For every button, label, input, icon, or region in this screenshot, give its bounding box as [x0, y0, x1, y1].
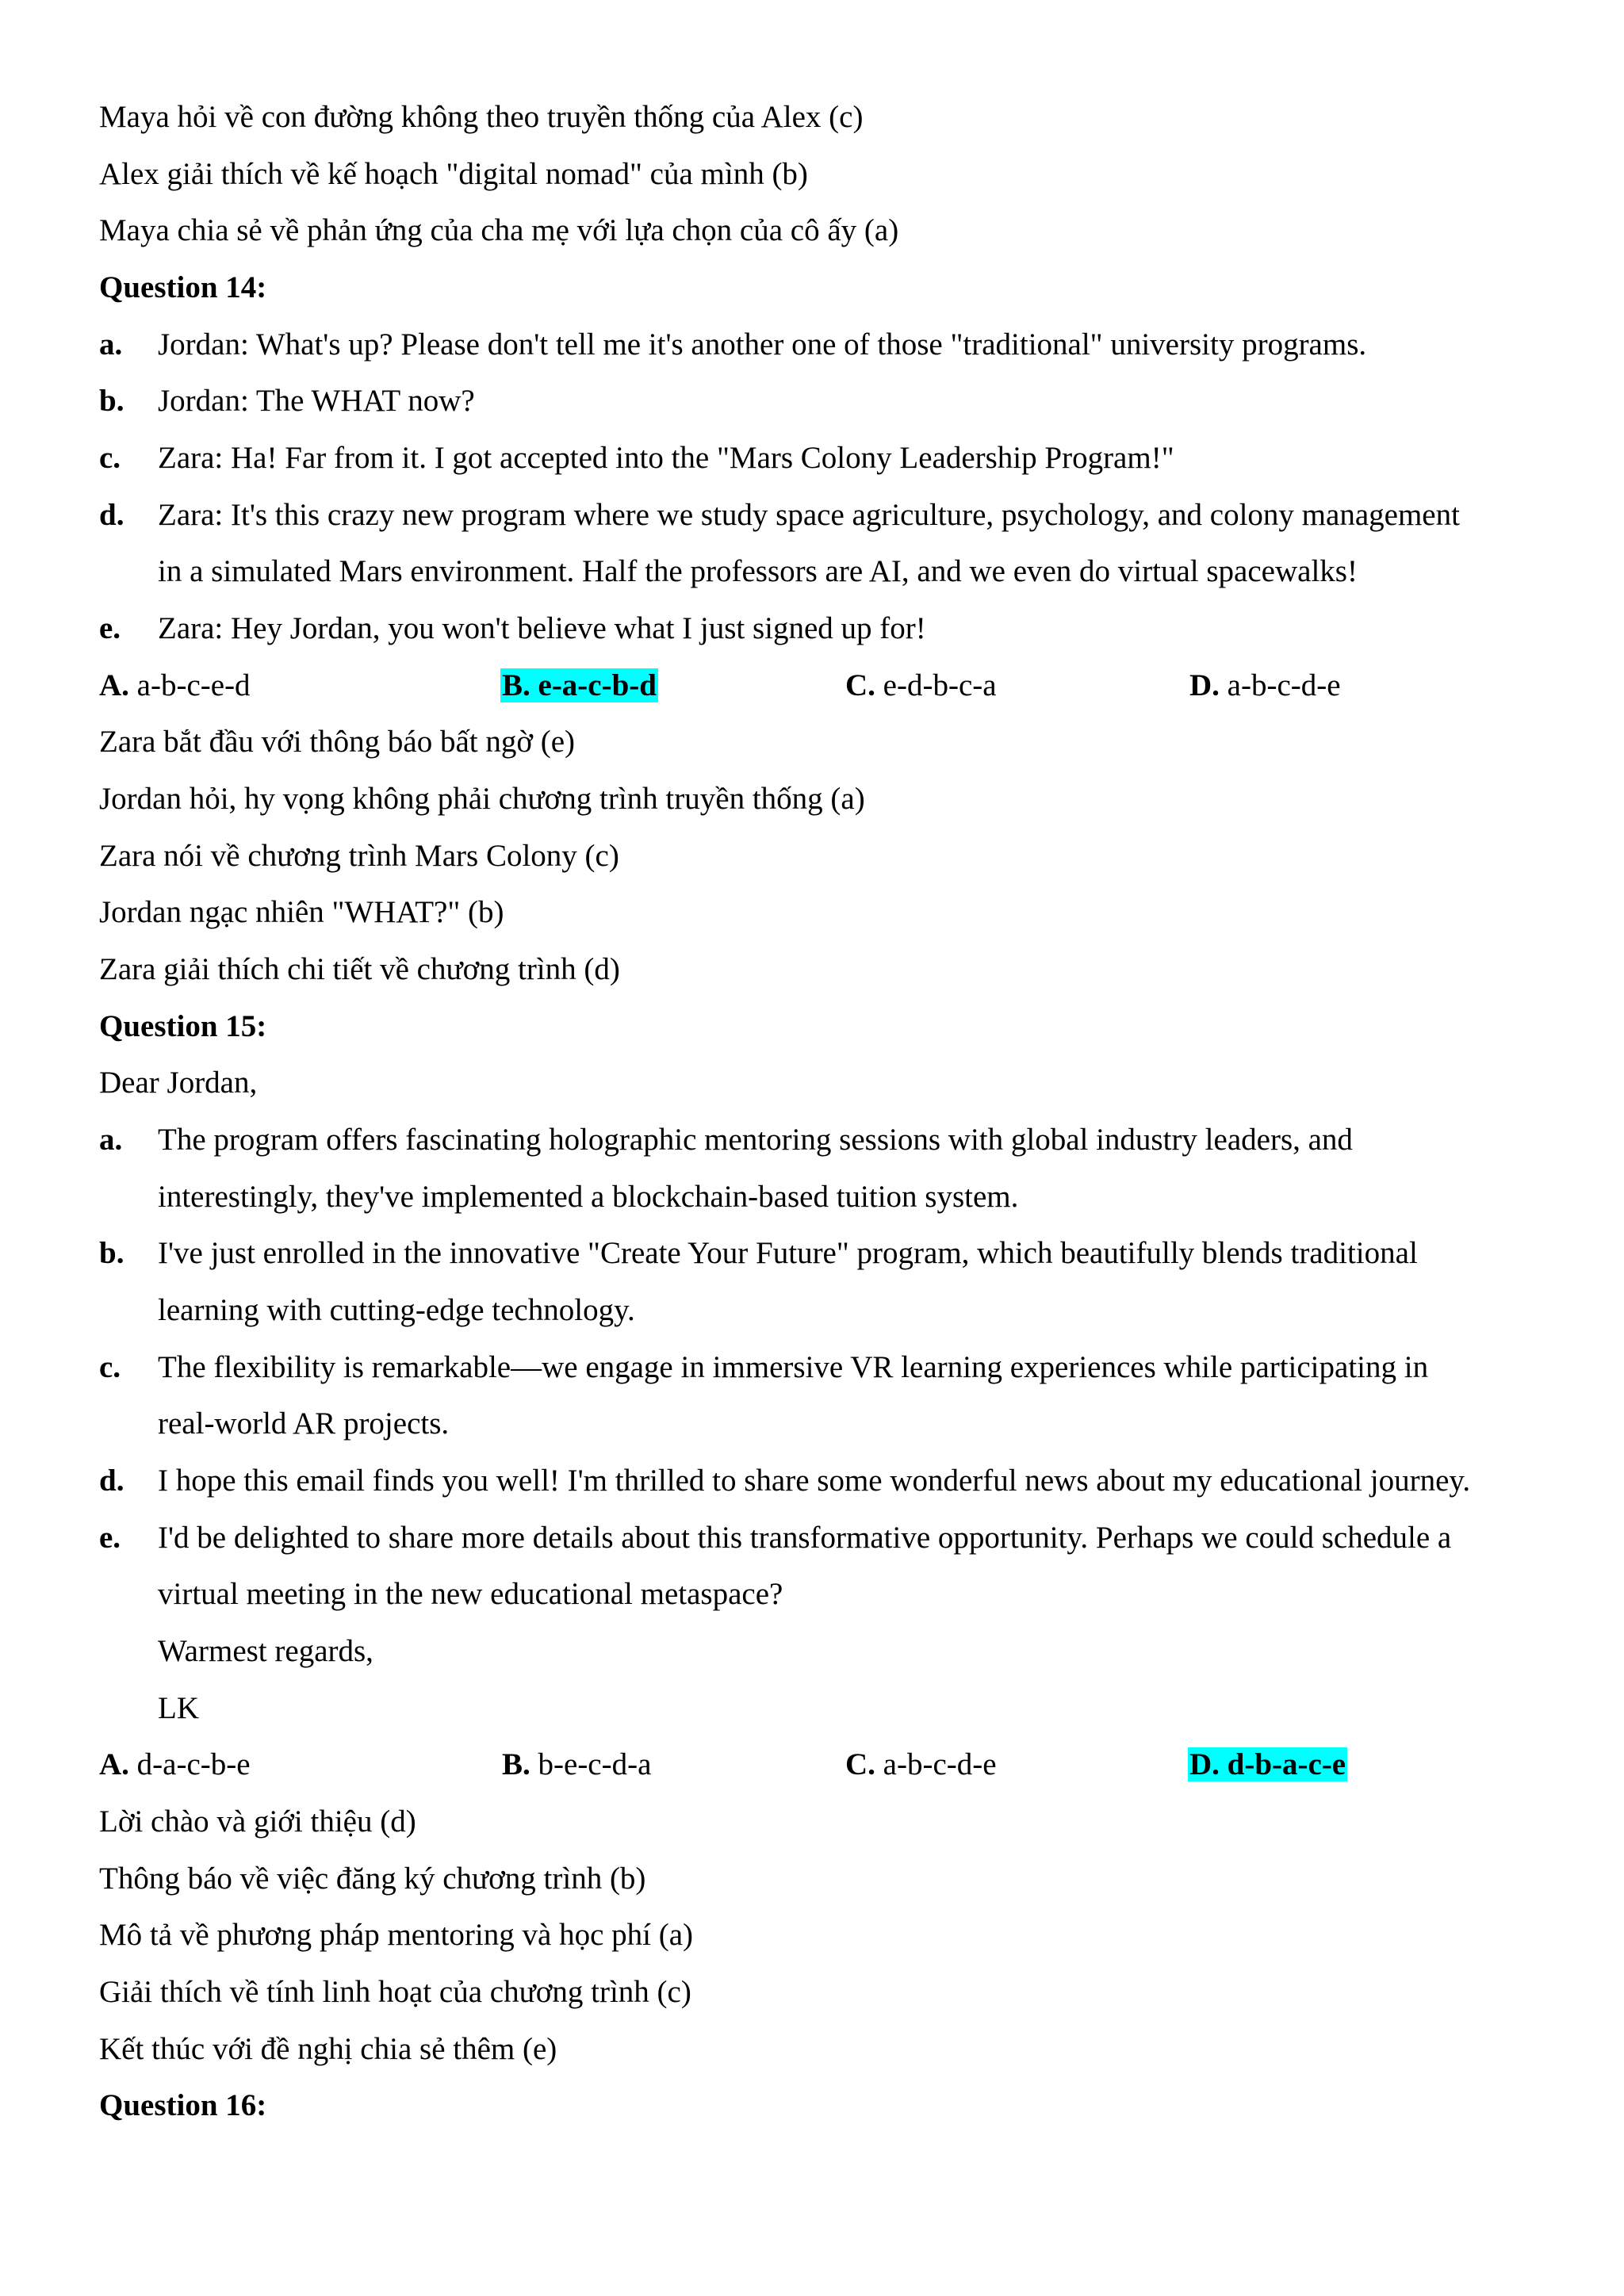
item-label: c.	[99, 441, 121, 475]
item-label: a.	[99, 327, 123, 362]
item-label: a.	[99, 1123, 123, 1157]
email-closing: Warmest regards,	[158, 1634, 373, 1668]
email-signature: LK	[158, 1691, 199, 1725]
explanation-line: Thông báo về việc đăng ký chương trình (b)	[99, 1862, 646, 1896]
item-text-line: I've just enrolled in the innovative "Create Your Future" program, which beautifully blends traditional	[158, 1236, 1418, 1270]
question-16-title: Question 16:	[99, 2088, 267, 2122]
item-text-line: The flexibility is remarkable—we engage in immersive VR learning experiences while participating in	[158, 1350, 1429, 1384]
explanation-line: Zara bắt đầu với thông báo bất ngờ (e)	[99, 725, 576, 759]
item-label: b.	[99, 1236, 124, 1270]
explanation-line: Kết thúc với đề nghị chia sẻ thêm (e)	[99, 2032, 557, 2066]
item-text: Zara: Ha! Far from it. I got accepted into the "Mars Colony Leadership Program!"	[158, 441, 1174, 475]
item-text: Jordan: What's up? Please don't tell me it's another one of those "traditional" university programs.	[158, 327, 1367, 362]
item-text-line: I'd be delighted to share more details about this transformative opportunity. Perhaps we could schedule a	[158, 1521, 1452, 1555]
item-text-line: interestingly, they've implemented a blockchain-based tuition system.	[158, 1180, 1019, 1214]
item-text-line: Zara: It's this crazy new program where we study space agriculture, psychology, and colony management	[158, 498, 1460, 532]
intro-line: Alex giải thích về kế hoạch "digital nomad" của mình (b)	[99, 157, 808, 191]
item-label: b.	[99, 384, 124, 418]
item-label: c.	[99, 1350, 121, 1384]
item-text-line: in a simulated Mars environment. Half the professors are AI, and we even do virtual spacewalks!	[158, 554, 1358, 588]
option-b-correct	[500, 667, 658, 705]
item-label: e.	[99, 611, 121, 645]
item-text-line: real-world AR projects.	[158, 1406, 450, 1441]
explanation-line: Mô tả về phương pháp mentoring và học phí (a)	[99, 1918, 693, 1952]
option-a: A. a-b-c-e-d	[99, 668, 251, 702]
item-text: I hope this email finds you well! I'm thrilled to share some wonderful news about my educational journey.	[158, 1464, 1471, 1498]
intro-line: Maya hỏi về con đường không theo truyền thống của Alex (c)	[99, 100, 864, 134]
question-14-title: Question 14:	[99, 270, 267, 304]
item-text: Jordan: The WHAT now?	[158, 384, 475, 418]
explanation-line: Jordan ngạc nhiên "WHAT?" (b)	[99, 895, 504, 929]
explanation-line: Zara nói về chương trình Mars Colony (c)	[99, 839, 619, 873]
question-15-title: Question 15:	[99, 1009, 267, 1043]
option-c: C. a-b-c-d-e	[845, 1747, 997, 1781]
intro-line: Maya chia sẻ về phản ứng của cha mẹ với lựa chọn của cô ấy (a)	[99, 213, 899, 247]
item-label: d.	[99, 498, 124, 532]
explanation-line: Zara giải thích chi tiết về chương trình (d)	[99, 952, 620, 986]
option-a: A. d-a-c-b-e	[99, 1747, 251, 1781]
answer-highlight: D. d-b-a-c-e	[1189, 1747, 1346, 1781]
option-d: D. a-b-c-d-e	[1189, 668, 1341, 702]
answer-highlight: B. e-a-c-b-d	[502, 668, 657, 702]
explanation-line: Jordan hỏi, hy vọng không phải chương trình truyền thống (a)	[99, 782, 865, 816]
item-label: e.	[99, 1521, 121, 1555]
q15-options	[99, 1746, 1542, 1784]
email-greeting: Dear Jordan,	[99, 1066, 258, 1100]
q14-options	[99, 667, 1542, 705]
explanation-line: Giải thích về tính linh hoạt của chương trình (c)	[99, 1975, 691, 2009]
item-text-line: The program offers fascinating holographic mentoring sessions with global industry leaders, and	[158, 1123, 1353, 1157]
option-d-correct	[1188, 1746, 1347, 1784]
item-label: d.	[99, 1464, 124, 1498]
item-text-line: learning with cutting-edge technology.	[158, 1293, 635, 1327]
option-b: B. b-e-c-d-a	[502, 1747, 652, 1781]
explanation-line: Lời chào và giới thiệu (d)	[99, 1804, 416, 1839]
option-c: C. e-d-b-c-a	[845, 668, 997, 702]
item-text: Zara: Hey Jordan, you won't believe what I just signed up for!	[158, 611, 926, 645]
item-text-line: virtual meeting in the new educational metaspace?	[158, 1577, 783, 1611]
